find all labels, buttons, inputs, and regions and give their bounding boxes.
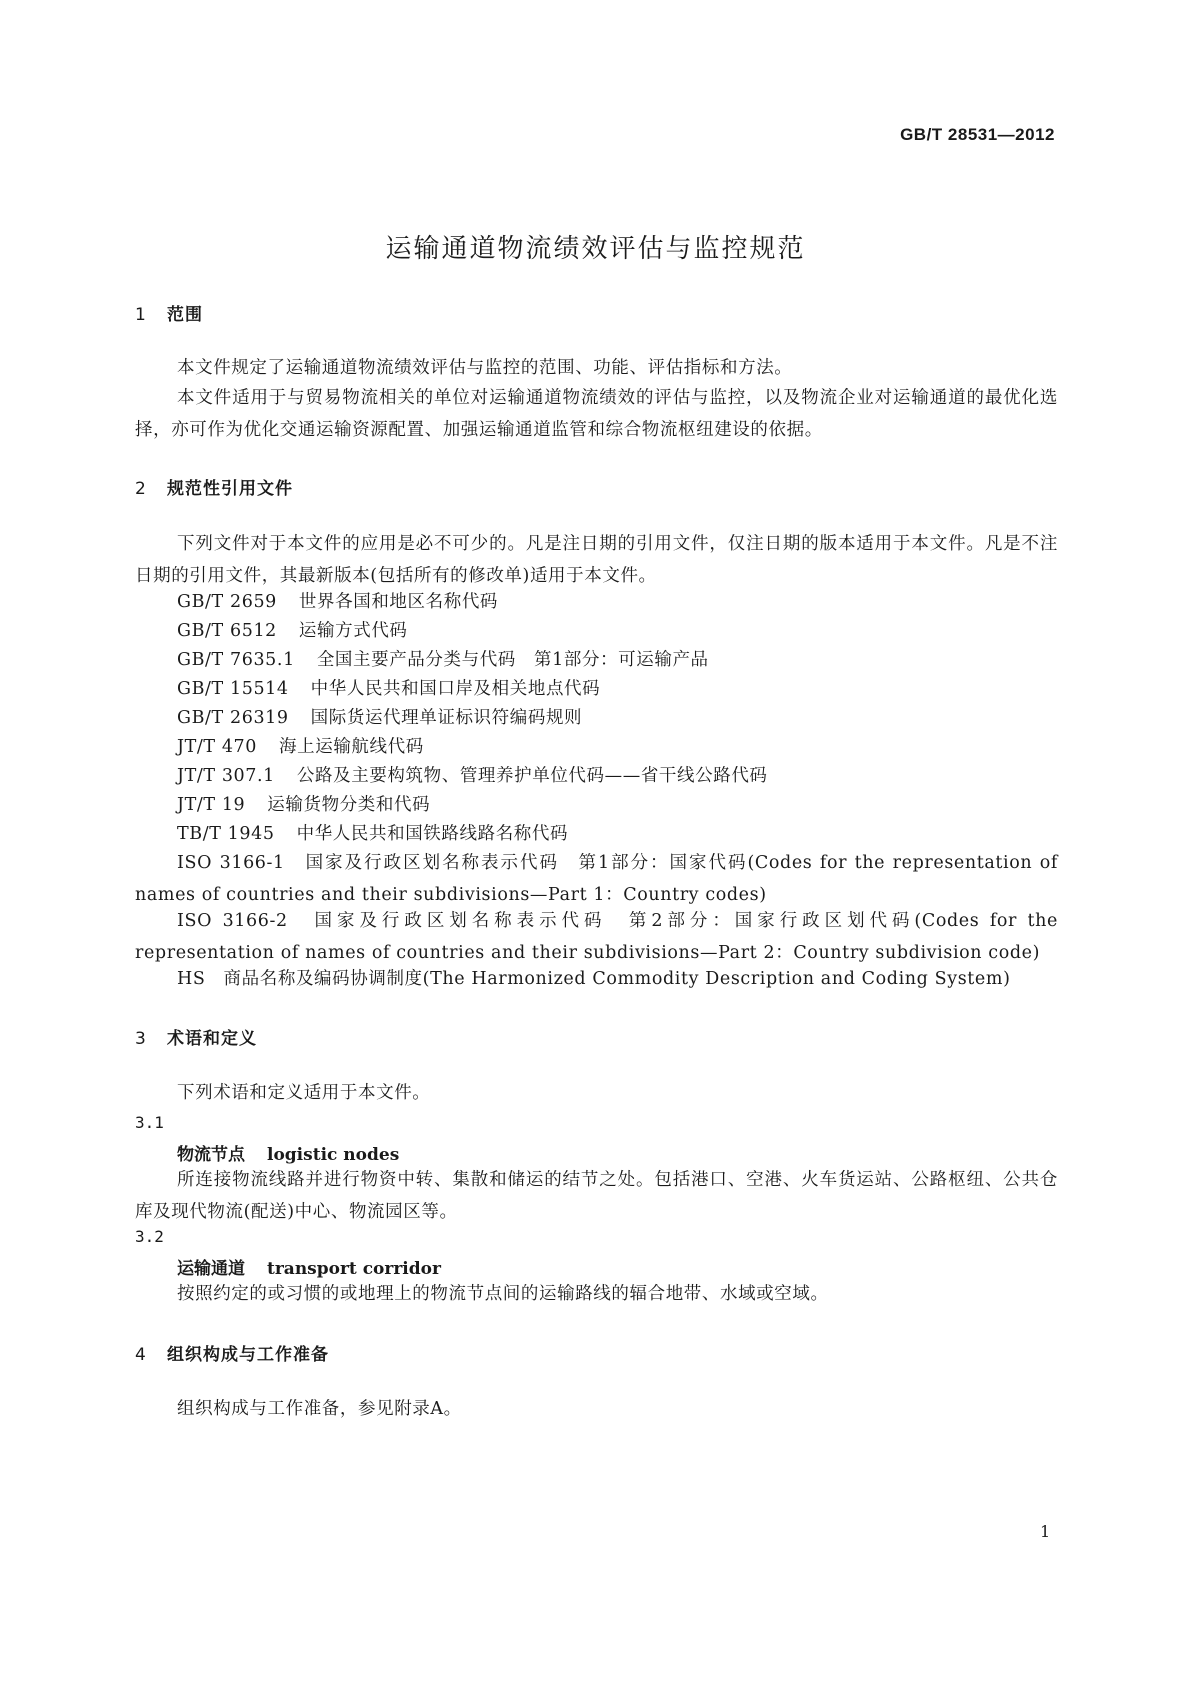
section-number: 2 <box>135 479 147 499</box>
section-number: 1 <box>135 305 147 325</box>
reference-item: GB/T 6512 运输方式代码 <box>177 621 408 641</box>
section-4-heading <box>135 1340 329 1365</box>
reference-item: GB/T 7635.1 全国主要产品分类与代码 第1部分：可运输产品 <box>177 650 709 670</box>
section-number: 3 <box>135 1029 147 1049</box>
standard-code: GB/T 28531—2012 <box>900 125 1055 144</box>
reference-item: TB/T 1945 中华人民共和国铁路线路名称代码 <box>177 824 569 844</box>
term-definition: 按照约定的或习惯的或地理上的物流节点间的运输路线的辐合地带、水域或空域。 <box>177 1284 829 1304</box>
reference-item: GB/T 2659 世界各国和地区名称代码 <box>177 592 499 612</box>
section-3-heading <box>135 1024 257 1049</box>
section-1-heading <box>135 300 203 325</box>
reference-item: JT/T 307.1 公路及主要构筑物、管理养护单位代码——省干线公路代码 <box>177 766 768 786</box>
reference-item: JT/T 470 海上运输航线代码 <box>177 737 424 757</box>
reference-item: HS 商品名称及编码协调制度(The Harmonized Commodity Description and Coding System) <box>177 969 1011 989</box>
term-heading: 运输通道 transport corridor <box>177 1259 441 1279</box>
term-heading: 物流节点 logistic nodes <box>177 1145 400 1165</box>
paragraph: 本文件规定了运输通道物流绩效评估与监控的范围、功能、评估指标和方法。 <box>177 358 793 378</box>
section-title: 术语和定义 <box>167 1029 257 1049</box>
section-number: 4 <box>135 1345 147 1365</box>
term-number: 3.1 <box>135 1113 164 1132</box>
term-number: 3.2 <box>135 1227 164 1246</box>
page-number: 1 <box>1040 1522 1051 1541</box>
reference-item: JT/T 19 运输货物分类和代码 <box>177 795 431 815</box>
section-2-heading <box>135 474 293 499</box>
section-title: 组织构成与工作准备 <box>167 1345 329 1365</box>
paragraph: 下列文件对于本文件的应用是必不可少的。凡是注日期的引用文件，仅注日期的版本适用于本文件。凡是不注日期的引用文件，其最新版本(包括所有的修改单)适用于本文件。 <box>135 534 1058 586</box>
term-definition: 所连接物流线路并进行物资中转、集散和储运的结节之处。包括港口、空港、火车货运站、公路枢纽、公共仓库及现代物流(配送)中心、物流园区等。 <box>135 1170 1058 1222</box>
section-title: 范围 <box>167 305 203 325</box>
reference-item: GB/T 15514 中华人民共和国口岸及相关地点代码 <box>177 679 601 699</box>
paragraph: 下列术语和定义适用于本文件。 <box>177 1083 431 1103</box>
section-title: 规范性引用文件 <box>167 479 293 499</box>
reference-item: GB/T 26319 国际货运代理单证标识符编码规则 <box>177 708 583 728</box>
reference-item: ISO 3166-2 国家及行政区划名称表示代码 第2部分：国家行政区划代码(Codes for the representation of names of countries and their subdivisions—Part 2：Country subdivision code) <box>135 911 1058 963</box>
paragraph: 组织构成与工作准备，参见附录A。 <box>177 1399 462 1419</box>
paragraph: 本文件适用于与贸易物流相关的单位对运输通道物流绩效的评估与监控，以及物流企业对运输通道的最优化选择，亦可作为优化交通运输资源配置、加强运输通道监管和综合物流枢纽建设的依据。 <box>135 388 1058 440</box>
reference-item: ISO 3166-1 国家及行政区划名称表示代码 第1部分：国家代码(Codes for the representation of names of countries and their subdivisions—Part 1：Country codes) <box>135 853 1058 905</box>
document-title: 运输通道物流绩效评估与监控规范 <box>385 234 806 264</box>
